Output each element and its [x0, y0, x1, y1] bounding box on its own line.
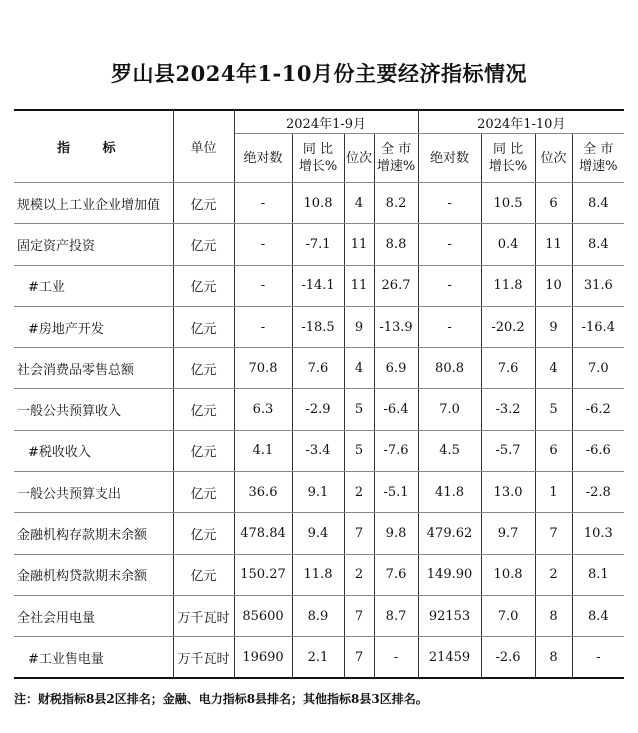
absolute-value: -: [418, 306, 481, 347]
rank: 11: [535, 224, 572, 265]
footnote: 注：财税指标8县2区排名；金融、电力指标8县排名；其他指标8县3区排名。: [14, 692, 428, 706]
header-absolute: 绝对数: [418, 134, 481, 183]
city-growth: 7.6: [374, 554, 418, 595]
rank: 2: [344, 472, 374, 513]
rank: 6: [535, 430, 572, 471]
absolute-value: -: [234, 265, 292, 306]
city-growth: 6.9: [374, 348, 418, 389]
absolute-value: -: [234, 183, 292, 224]
absolute-value: 478.84: [234, 513, 292, 554]
unit-cell: 亿元: [173, 513, 234, 554]
table-row: [14, 430, 624, 471]
rank: 9: [535, 306, 572, 347]
indicator-name: 固定资产投资: [14, 224, 173, 265]
yoy-growth: -18.5: [292, 306, 344, 347]
yoy-growth: 9.1: [292, 472, 344, 513]
header-period-1: 2024年1-9月: [234, 110, 418, 134]
city-growth: 8.8: [374, 224, 418, 265]
yoy-growth: -14.1: [292, 265, 344, 306]
yoy-growth: -3.2: [481, 389, 535, 430]
unit-cell: 亿元: [173, 430, 234, 471]
yoy-growth: 0.4: [481, 224, 535, 265]
absolute-value: 4.1: [234, 430, 292, 471]
indicator-name: 社会消费品零售总额: [14, 348, 173, 389]
header-unit: 单位: [173, 110, 234, 183]
rank: 1: [535, 472, 572, 513]
absolute-value: 85600: [234, 595, 292, 636]
rank: 10: [535, 265, 572, 306]
unit-cell: 亿元: [173, 224, 234, 265]
absolute-value: -: [418, 265, 481, 306]
city-growth: -6.4: [374, 389, 418, 430]
absolute-value: 19690: [234, 637, 292, 678]
indicator-name: #工业售电量: [14, 637, 173, 678]
rank: 5: [344, 389, 374, 430]
absolute-value: -: [234, 224, 292, 265]
rank: 2: [535, 554, 572, 595]
yoy-growth: -20.2: [481, 306, 535, 347]
absolute-value: -: [234, 306, 292, 347]
rank: 4: [535, 348, 572, 389]
header-yoy: 同 比 增长%: [481, 134, 535, 183]
page-title: 罗山县2024年1-10月份主要经济指标情况: [111, 61, 527, 86]
absolute-value: 92153: [418, 595, 481, 636]
city-growth: 31.6: [572, 265, 624, 306]
indicator-name: #房地产开发: [14, 306, 173, 347]
table-row: [14, 183, 624, 224]
rank: 5: [535, 389, 572, 430]
header-rank: 位次: [535, 134, 572, 183]
yoy-growth: 7.6: [481, 348, 535, 389]
absolute-value: 41.8: [418, 472, 481, 513]
absolute-value: 36.6: [234, 472, 292, 513]
absolute-value: -: [418, 183, 481, 224]
absolute-value: 6.3: [234, 389, 292, 430]
yoy-growth: 10.8: [292, 183, 344, 224]
header-city: 全 市 增速%: [572, 134, 624, 183]
city-growth: -16.4: [572, 306, 624, 347]
unit-cell: 万千瓦时: [173, 637, 234, 678]
yoy-growth: 9.7: [481, 513, 535, 554]
rank: 6: [535, 183, 572, 224]
city-growth: -6.6: [572, 430, 624, 471]
rank: 2: [344, 554, 374, 595]
indicator-name: 规模以上工业企业增加值: [14, 183, 173, 224]
header-rank: 位次: [344, 134, 374, 183]
absolute-value: -: [418, 224, 481, 265]
table-row: [14, 513, 624, 554]
city-growth: 8.7: [374, 595, 418, 636]
absolute-value: 4.5: [418, 430, 481, 471]
indicator-name: 全社会用电量: [14, 595, 173, 636]
header-city: 全 市 增速%: [374, 134, 418, 183]
indicator-name: 一般公共预算支出: [14, 472, 173, 513]
rank: 7: [535, 513, 572, 554]
yoy-growth: 10.5: [481, 183, 535, 224]
rank: 7: [344, 595, 374, 636]
rank: 11: [344, 265, 374, 306]
rank: 8: [535, 637, 572, 678]
city-growth: 8.1: [572, 554, 624, 595]
table-row: [14, 472, 624, 513]
yoy-growth: 8.9: [292, 595, 344, 636]
header-indicator: 指 标: [14, 110, 173, 183]
absolute-value: 149.90: [418, 554, 481, 595]
city-growth: -: [374, 637, 418, 678]
header-period-2: 2024年1-10月: [418, 110, 624, 134]
unit-cell: 亿元: [173, 348, 234, 389]
table-row: [14, 265, 624, 306]
yoy-growth: 11.8: [481, 265, 535, 306]
yoy-growth: -2.6: [481, 637, 535, 678]
table-row: [14, 554, 624, 595]
indicator-name: 金融机构存款期末余额: [14, 513, 173, 554]
city-growth: -7.6: [374, 430, 418, 471]
table-row: [14, 348, 624, 389]
city-growth: 8.4: [572, 595, 624, 636]
city-growth: -6.2: [572, 389, 624, 430]
header-absolute: 绝对数: [234, 134, 292, 183]
absolute-value: 80.8: [418, 348, 481, 389]
city-growth: 10.3: [572, 513, 624, 554]
absolute-value: 21459: [418, 637, 481, 678]
city-growth: 26.7: [374, 265, 418, 306]
unit-cell: 亿元: [173, 265, 234, 306]
rank: 7: [344, 637, 374, 678]
yoy-growth: -5.7: [481, 430, 535, 471]
rank: 7: [344, 513, 374, 554]
indicator-name: 一般公共预算收入: [14, 389, 173, 430]
table-row: [14, 637, 624, 678]
absolute-value: 479.62: [418, 513, 481, 554]
yoy-growth: 13.0: [481, 472, 535, 513]
absolute-value: 7.0: [418, 389, 481, 430]
indicator-name: #工业: [14, 265, 173, 306]
rank: 9: [344, 306, 374, 347]
absolute-value: 70.8: [234, 348, 292, 389]
yoy-growth: 9.4: [292, 513, 344, 554]
rank: 4: [344, 348, 374, 389]
absolute-value: 150.27: [234, 554, 292, 595]
header-yoy: 同 比 增长%: [292, 134, 344, 183]
city-growth: -2.8: [572, 472, 624, 513]
yoy-growth: 11.8: [292, 554, 344, 595]
city-growth: -5.1: [374, 472, 418, 513]
rank: 11: [344, 224, 374, 265]
city-growth: 8.2: [374, 183, 418, 224]
rank: 5: [344, 430, 374, 471]
yoy-growth: 7.0: [481, 595, 535, 636]
indicator-name: #税收收入: [14, 430, 173, 471]
rank: 8: [535, 595, 572, 636]
yoy-growth: 10.8: [481, 554, 535, 595]
table-row: [14, 389, 624, 430]
unit-cell: 万千瓦时: [173, 595, 234, 636]
unit-cell: 亿元: [173, 472, 234, 513]
rank: 4: [344, 183, 374, 224]
city-growth: 7.0: [572, 348, 624, 389]
city-growth: 8.4: [572, 183, 624, 224]
table-row: [14, 595, 624, 636]
unit-cell: 亿元: [173, 554, 234, 595]
table-row: [14, 306, 624, 347]
city-growth: 8.4: [572, 224, 624, 265]
city-growth: -: [572, 637, 624, 678]
indicator-table: [14, 109, 624, 679]
table-row: [14, 224, 624, 265]
yoy-growth: 2.1: [292, 637, 344, 678]
unit-cell: 亿元: [173, 183, 234, 224]
indicator-name: 金融机构贷款期末余额: [14, 554, 173, 595]
unit-cell: 亿元: [173, 389, 234, 430]
yoy-growth: -3.4: [292, 430, 344, 471]
yoy-growth: -7.1: [292, 224, 344, 265]
city-growth: -13.9: [374, 306, 418, 347]
yoy-growth: 7.6: [292, 348, 344, 389]
yoy-growth: -2.9: [292, 389, 344, 430]
city-growth: 9.8: [374, 513, 418, 554]
unit-cell: 亿元: [173, 306, 234, 347]
